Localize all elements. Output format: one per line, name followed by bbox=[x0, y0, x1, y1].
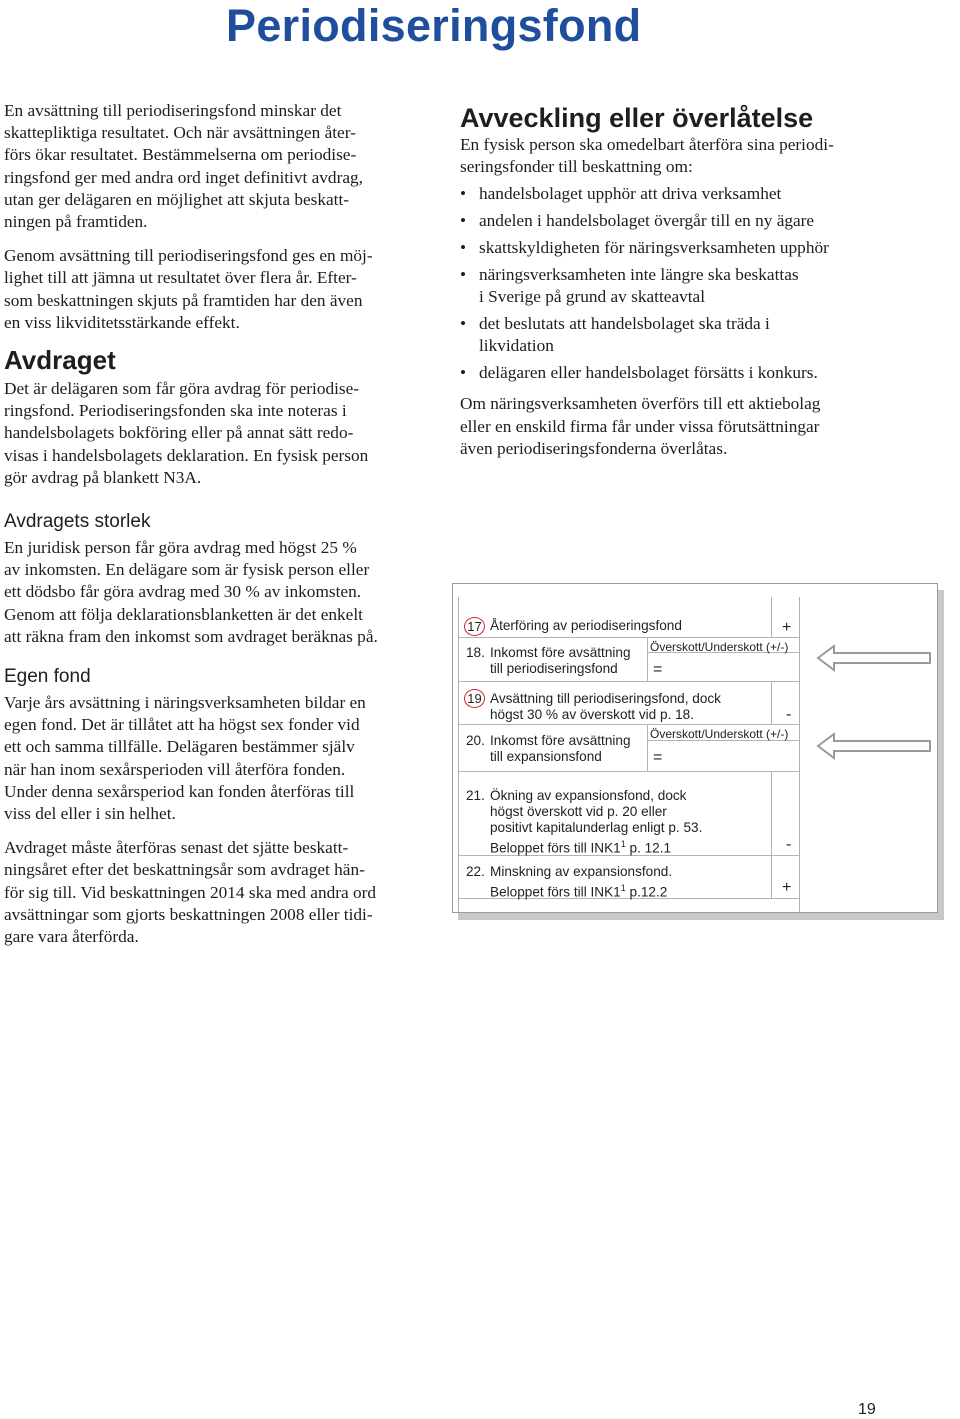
list-item: • andelen i handelsbolaget övergår till en ny ägare bbox=[460, 210, 920, 232]
form-table bbox=[458, 597, 800, 912]
row-18-box-label: Överskott/Underskott (+/-) bbox=[650, 640, 789, 654]
row-18-number: 18. bbox=[466, 645, 485, 660]
heading-avveckling: Avveckling eller överlåtelse bbox=[460, 103, 814, 133]
row-17-sign: + bbox=[782, 619, 792, 636]
row-18-label: Inkomst före avsättning till periodiseringsfond bbox=[490, 645, 631, 676]
egen-fond-paragraph-2: Avdraget måste återföras senast det sjätte beskatt- ningsåret efter det beskattningsår som avdraget hän- för sig till. Vid beskattningen 2014 ska med andra ord avsättningar som gjorts beskattningen 2008 eller tidi- gare vara återförda. bbox=[4, 838, 377, 947]
row-22-sign: + bbox=[782, 879, 792, 896]
right-column bbox=[460, 102, 920, 460]
list-item: • delägaren eller handelsbolaget försätts i konkurs. bbox=[460, 362, 920, 384]
heading-avdraget: Avdraget bbox=[4, 345, 116, 376]
page-title: Periodiseringsfond bbox=[226, 0, 642, 51]
row-20-box-label: Överskott/Underskott (+/-) bbox=[650, 727, 789, 741]
row-17-number: 17 bbox=[464, 617, 485, 636]
egen-fond-paragraph-1: Varje års avsättning i näringsverksamheten bildar en egen fond. Det är tillåtet att ha högst sex fonder vid ett och samma tillfälle. Delägaren bestämmer själv när han inom sexårsperioden vill återföra fonden. Under denna sexårsperiod kan fonden återföras till viss del eller i sin helhet. bbox=[4, 693, 366, 824]
row-22-number: 22. bbox=[466, 864, 485, 879]
row-18-sign: = bbox=[653, 661, 663, 678]
row-22-label: Minskning av expansionsfond. Beloppet förs till $INK1^1$ p.12.2 bbox=[490, 864, 673, 900]
row-21-sign: - bbox=[786, 836, 792, 853]
row-19-sign: - bbox=[786, 706, 792, 723]
avdraget-paragraph: Det är delägaren som får göra avdrag för periodise- ringsfond. Periodiseringsfonden ska inte noteras i handelsbolagets bokföring eller på annat sätt redo- visas i handelsbolagets deklaration. En fysisk person gör avdrag på blankett N3A. bbox=[4, 379, 369, 487]
avveckling-list bbox=[460, 183, 920, 384]
intro-paragraph-2: Genom avsättning till periodiseringsfond ges en möj- lighet till att jämna ut resultatet över flera år. Efter- som beskattningen skjuts på framtiden har den även en viss likviditetsstärkande effekt. bbox=[4, 246, 373, 332]
arrow-left-icon bbox=[800, 726, 938, 766]
row-21-label: Ökning av expansionsfond, dock högst överskott vid p. 20 eller positivt kapitalunderlag enligt p. 53. Beloppet förs till $INK1^1$ p. 12.1 bbox=[490, 788, 703, 856]
list-item: • det beslutats att handelsbolaget ska träda i likvidation bbox=[460, 313, 920, 357]
row-21-number: 21. bbox=[466, 788, 485, 803]
row-17-label: Återföring av periodiseringsfond bbox=[490, 618, 682, 633]
row-19-number: 19 bbox=[464, 689, 485, 708]
intro-paragraph-1: En avsättning till periodiseringsfond minskar det skattepliktiga resultatet. Och när avsättningen åter- förs ökar resultatet. Bestämmelserna om periodise- ringsfond ger med andra ord inget definitivt avdrag, utan ger delägaren en möjlighet att skjuta beskatt- ningen på framtiden. bbox=[4, 101, 363, 232]
row-20-sign: = bbox=[653, 749, 663, 766]
list-item: • skattskyldigheten för näringsverksamheten upphör bbox=[460, 237, 920, 259]
row-19-label: Avsättning till periodiseringsfond, dock högst 30 % av överskott vid p. 18. bbox=[490, 691, 721, 722]
avveckling-intro: En fysisk person ska omedelbart återföra sina periodi- seringsfonder till beskattning om: bbox=[460, 135, 834, 177]
list-item: • näringsverksamheten inte längre ska beskattas i Sverige på grund av skatteavtal bbox=[460, 264, 920, 308]
avveckling-outro: Om näringsverksamheten överförs till ett aktiebolag eller en enskild firma får under vissa förutsättningar även periodiseringsfonderna överlåtas. bbox=[460, 394, 821, 458]
heading-avdragets-storlek: Avdragets storlek bbox=[4, 511, 151, 533]
row-20-label: Inkomst före avsättning till expansionsfond bbox=[490, 733, 631, 764]
row-20-number: 20. bbox=[466, 733, 485, 748]
arrow-left-icon bbox=[800, 638, 938, 678]
left-column bbox=[4, 100, 424, 948]
heading-egen-fond: Egen fond bbox=[4, 666, 91, 688]
list-item: • handelsbolaget upphör att driva verksamhet bbox=[460, 183, 920, 205]
storlek-paragraph: En juridisk person får göra avdrag med högst 25 % av inkomsten. En delägare som är fysisk person eller ett dödsbo får göra avdrag med 30 % av inkomsten. Genom att följa deklarationsblanketten är det enkelt att räkna fram den inkomst som avdraget beräknas på. bbox=[4, 538, 378, 646]
page-number: 19 bbox=[858, 1401, 876, 1418]
